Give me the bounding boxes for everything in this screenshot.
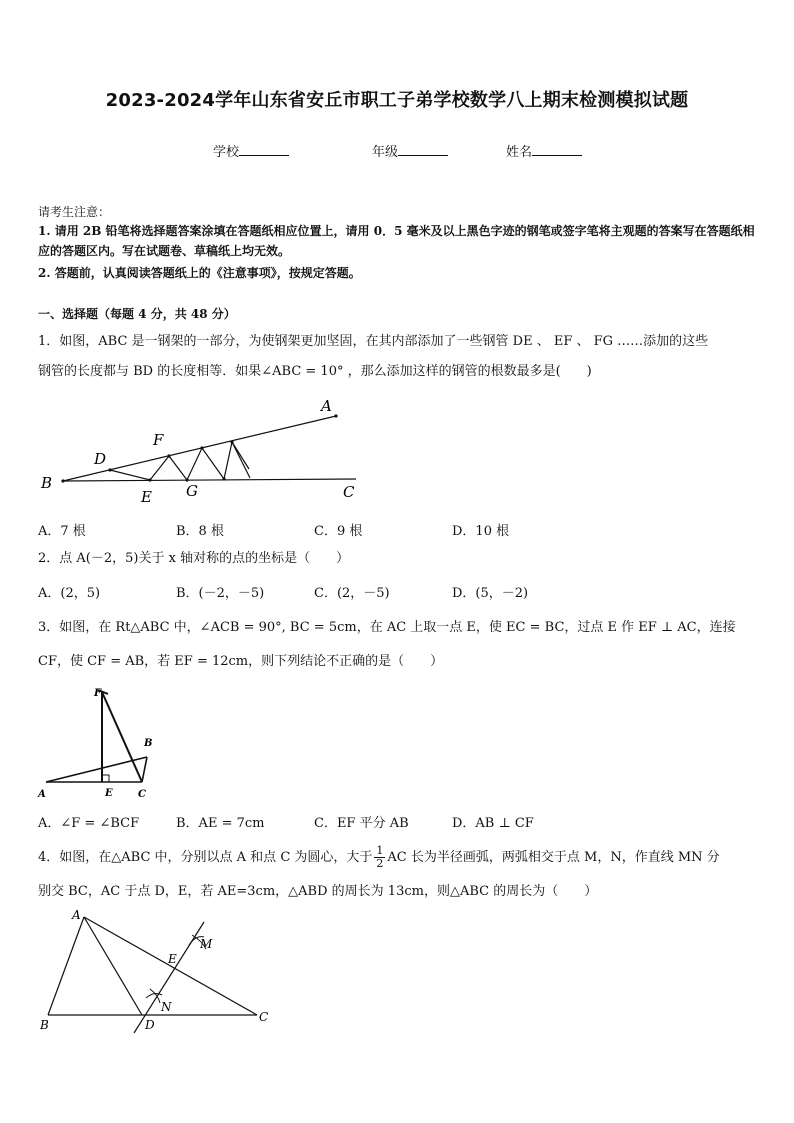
question-4-figure xyxy=(34,905,284,1035)
question-3-options xyxy=(38,812,760,832)
section-heading: 一、选择题（每题 4 分，共 48 分） xyxy=(38,307,236,321)
q1-label-f: F xyxy=(153,431,164,449)
q3-option-c[interactable]: C．EF 平分 AB xyxy=(314,816,409,831)
grade-blank[interactable] xyxy=(398,143,448,156)
q2-option-b[interactable]: B．(－2，－5) xyxy=(176,586,265,601)
q3-option-d[interactable]: D．AB ⊥ CF xyxy=(452,816,534,831)
q2-option-c[interactable]: C．(2，－5) xyxy=(314,586,390,601)
question-4-line-2: 别交 BC，AC 于点 D，E，若 AE=3cm，△ABD 的周长为 13cm，则△ABC 的周长为（ ） xyxy=(38,884,598,899)
q1-option-a[interactable]: A．7 根 xyxy=(38,524,86,539)
grade-label: 年级 xyxy=(372,145,399,160)
q4-line1-post: AC 长为半径画弧，两弧相交于点 M，N，作直线 MN 分 xyxy=(387,850,720,865)
notice-item-1: 1. 请用 2B 铅笔将选择题答案涂填在答题纸相应位置上，请用 0．5 毫米及以上黑色字迹的钢笔或签字笔将主观题的答案写在答题纸相应的答题区内。写在试题卷、草稿纸上均无效。 xyxy=(38,224,755,258)
q1-label-g: G xyxy=(186,482,198,500)
q4-label-b: B xyxy=(40,1018,49,1032)
q4-frac-num: 1 xyxy=(376,844,384,857)
q1-label-c: C xyxy=(343,483,355,501)
q3-label-f: F xyxy=(94,688,102,699)
question-1-line-2: 钢管的长度都与 BD 的长度相等．如果∠ABC = 10° ，那么添加这样的钢管的根数最多是( ) xyxy=(38,364,592,379)
q1-label-b: B xyxy=(41,474,53,492)
q3-option-a[interactable]: A．∠F = ∠BCF xyxy=(38,816,140,831)
school-field xyxy=(213,141,289,160)
q4-label-a: A xyxy=(72,908,81,922)
name-label: 姓名 xyxy=(506,145,533,160)
q1-label-a: A xyxy=(321,397,332,415)
school-label: 学校 xyxy=(213,145,240,160)
name-field xyxy=(506,141,582,160)
question-4-line-1 xyxy=(38,844,760,872)
grade-field xyxy=(372,141,448,160)
question-3-figure xyxy=(32,680,162,805)
notice-item-2: 2. 答题前，认真阅读答题纸上的《注意事项》，按规定答题。 xyxy=(38,266,361,280)
school-blank[interactable] xyxy=(239,143,289,156)
q4-fraction xyxy=(374,845,385,870)
q4-label-n: N xyxy=(161,1000,172,1014)
question-1-options xyxy=(38,520,760,540)
notice-heading: 请考生注意： xyxy=(38,205,111,219)
name-blank[interactable] xyxy=(532,143,582,156)
question-2-text: 2．点 A(－2，5)关于 x 轴对称的点的坐标是（ ） xyxy=(38,551,350,566)
q1-option-c[interactable]: C．9 根 xyxy=(314,524,363,539)
question-2-options xyxy=(38,582,760,602)
q1-option-b[interactable]: B．8 根 xyxy=(176,524,224,539)
question-3-line-1: 3．如图，在 Rt△ABC 中，∠ACB = 90°, BC = 5cm，在 AC 上取一点 E，使 EC = BC，过点 E 作 EF ⊥ AC，连接 xyxy=(38,620,736,635)
question-3-line-2: CF，使 CF = AB，若 EF = 12cm，则下列结论不正确的是（ ） xyxy=(38,654,444,669)
q4-label-c: C xyxy=(259,1010,269,1024)
q4-label-d: D xyxy=(145,1018,155,1032)
q4-label-m: M xyxy=(200,937,213,951)
page-title: 2023-2024学年山东省安丘市职工子弟学校数学八上期末检测模拟试题 xyxy=(105,90,689,111)
q3-label-e: E xyxy=(105,788,113,799)
q1-label-d: D xyxy=(94,450,107,468)
q4-frac-den: 2 xyxy=(376,857,384,870)
q3-option-b[interactable]: B．AE = 7cm xyxy=(176,816,265,831)
q3-label-b: B xyxy=(144,738,153,749)
q3-label-a: A xyxy=(38,789,46,800)
q4-label-e: E xyxy=(168,952,177,966)
question-1-line-1: 1．如图，ABC 是一钢架的一部分，为使钢架更加坚固，在其内部添加了一些钢管 DE 、 EF 、 FG ……添加的这些 xyxy=(38,334,709,349)
question-1-figure xyxy=(36,398,366,508)
q3-label-c: C xyxy=(138,789,146,800)
q2-option-a[interactable]: A．(2，5) xyxy=(38,586,101,601)
q1-label-e: E xyxy=(141,488,152,506)
q1-option-d[interactable]: D．10 根 xyxy=(452,524,510,539)
q2-option-d[interactable]: D．(5，－2) xyxy=(452,586,529,601)
q4-line1-pre: 4．如图，在△ABC 中，分别以点 A 和点 C 为圆心，大于 xyxy=(38,850,373,865)
